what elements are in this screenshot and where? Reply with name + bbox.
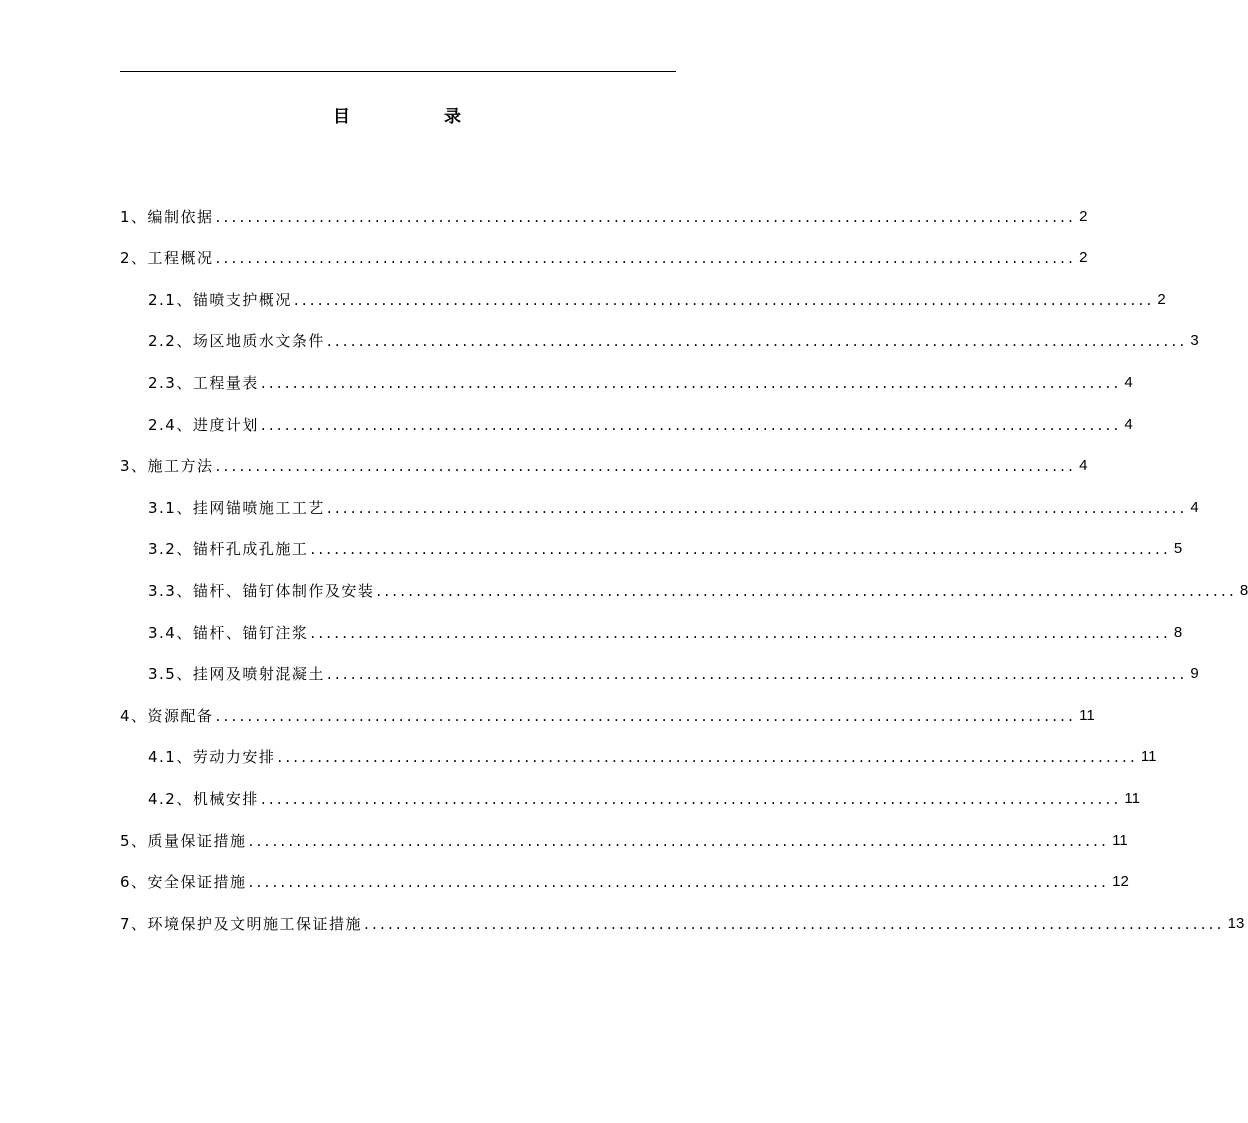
toc-entry-label: 2、工程概况 (120, 249, 214, 268)
toc-entry[interactable] (120, 562, 1248, 604)
toc-page-number: 13 (1227, 914, 1245, 932)
toc-entry-label: 3.4、锚杆、锚钉注浆 (148, 623, 309, 642)
toc-entry-label: 1、编制依据 (120, 207, 214, 226)
toc-dot-leader: ............................................................................................................ (248, 831, 1110, 850)
toc-entry[interactable] (120, 770, 1140, 812)
toc-page-number: 4 (1124, 415, 1133, 433)
toc-page-number: 3 (1190, 332, 1199, 350)
toc-dot-leader: ............................................................................................................ (326, 498, 1188, 517)
toc-entry-label: 2.2、场区地质水文条件 (148, 332, 325, 351)
toc-entry[interactable] (120, 271, 1166, 313)
toc-dot-leader: ............................................................................................................ (215, 207, 1077, 226)
toc-page-number: 12 (1112, 873, 1129, 891)
toc-dot-leader: ............................................................................................................ (260, 373, 1122, 392)
toc-page-number: 11 (1124, 789, 1140, 807)
toc-entry[interactable] (120, 438, 1088, 480)
toc-entry-label: 3、施工方法 (120, 457, 214, 476)
toc-page-number: 2 (1157, 290, 1166, 308)
toc-dot-leader: ............................................................................................................ (376, 581, 1237, 600)
toc-entry[interactable] (120, 230, 1088, 272)
toc-page-number: 11 (1112, 831, 1128, 849)
toc-entry[interactable] (120, 521, 1183, 563)
toc-dot-leader: ............................................................................................................ (310, 540, 1171, 559)
toc-entry-label: 6、安全保证措施 (120, 873, 247, 892)
toc-dot-leader: ............................................................................................................ (215, 706, 1077, 725)
toc-entry[interactable] (120, 479, 1199, 521)
toc-entry[interactable] (120, 854, 1129, 896)
toc-entry[interactable] (120, 687, 1095, 729)
toc-entry-label: 4.1、劳动力安排 (148, 748, 276, 767)
toc-page-number: 5 (1173, 540, 1183, 558)
toc-page-number: 2 (1079, 207, 1088, 225)
toc-dot-leader: ............................................................................................................ (260, 415, 1122, 434)
toc-entry-label: 3.2、锚杆孔成孔施工 (148, 540, 309, 559)
toc-entry-label: 3.3、锚杆、锚钉体制作及安装 (148, 581, 375, 600)
toc-entry[interactable] (120, 812, 1128, 854)
toc-page-number: 4 (1124, 373, 1133, 391)
toc-page-number: 8 (1239, 581, 1248, 599)
toc-dot-leader: ............................................................................................................ (326, 665, 1188, 684)
toc-page-number: 11 (1140, 748, 1157, 766)
toc-dot-leader: ............................................................................................................ (364, 914, 1225, 933)
toc-dot-leader: ............................................................................................................ (293, 290, 1155, 309)
toc-entry[interactable] (120, 188, 1088, 230)
toc-entry-label: 2.4、进度计划 (148, 415, 259, 434)
toc-entry[interactable] (120, 646, 1199, 688)
toc-page-number: 9 (1190, 665, 1199, 683)
toc-entry-label: 4.2、机械安排 (148, 789, 259, 808)
toc-entry-label: 7、环境保护及文明施工保证措施 (120, 914, 363, 933)
toc-dot-leader: ............................................................................................................ (248, 873, 1110, 892)
toc-page-number: 8 (1173, 623, 1183, 641)
toc-page-number: 4 (1190, 498, 1199, 516)
toc-dot-leader: ............................................................................................................ (277, 748, 1138, 767)
toc-page-number: 11 (1079, 706, 1095, 724)
toc-title: 目 录 (333, 107, 505, 127)
toc-entry-label: 5、质量保证措施 (120, 831, 247, 850)
toc-entry[interactable] (120, 604, 1183, 646)
toc-page-number: 4 (1079, 457, 1088, 475)
toc-entry-label: 2.1、锚喷支护概况 (148, 290, 292, 309)
toc-dot-leader: ............................................................................................................ (215, 457, 1077, 476)
toc-entry[interactable] (120, 729, 1157, 771)
toc-dot-leader: ............................................................................................................ (326, 332, 1188, 351)
toc-entry-label: 2.3、工程量表 (148, 373, 259, 392)
toc-entry-label: 4、资源配备 (120, 706, 214, 725)
toc-entry[interactable] (120, 313, 1199, 355)
toc-entry[interactable] (120, 396, 1133, 438)
toc-entry[interactable] (120, 895, 1245, 937)
toc-page-number: 2 (1079, 249, 1088, 267)
header-rule (120, 71, 676, 72)
toc-entry[interactable] (120, 354, 1133, 396)
table-of-contents (120, 188, 1248, 937)
toc-dot-leader: ............................................................................................................ (215, 249, 1077, 268)
toc-entry-label: 3.1、挂网锚喷施工工艺 (148, 498, 325, 517)
toc-dot-leader: ............................................................................................................ (260, 789, 1122, 808)
toc-dot-leader: ............................................................................................................ (310, 623, 1171, 642)
toc-entry-label: 3.5、挂网及喷射混凝土 (148, 665, 325, 684)
